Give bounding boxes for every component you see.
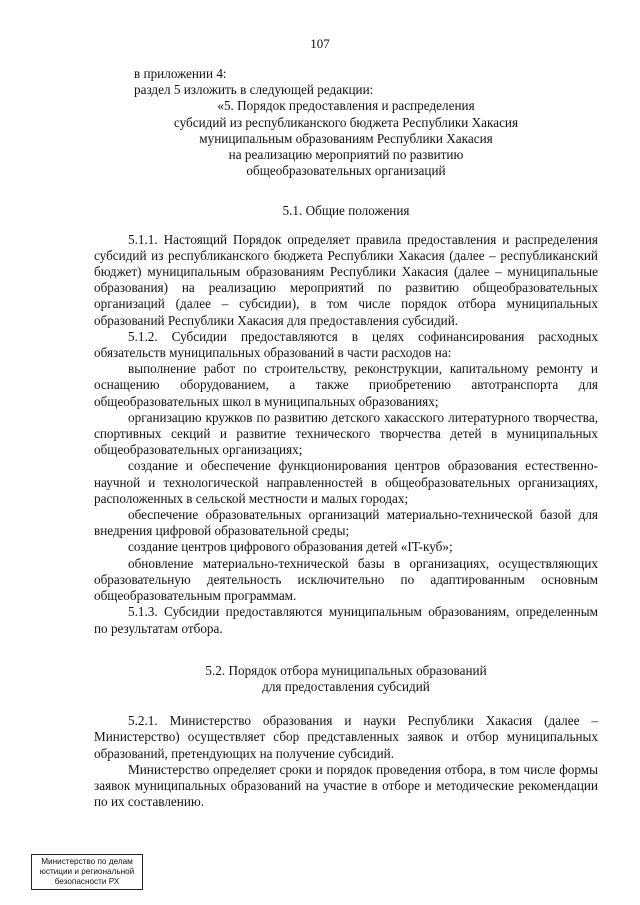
registration-stamp	[31, 854, 143, 890]
document-body	[94, 66, 598, 810]
paragraph: 5.1.3. Субсидии предоставляются муниципальным образованиям, определенным по результатам отбора.	[94, 604, 598, 636]
page-number: 107	[310, 36, 330, 51]
paragraph: выполнение работ по строительству, реконструкции, капитальному ремонту и оснащению оборудованием, а также приобретению автотранспорта для общеобразовательных школ в муниципальных образованиях;	[94, 361, 598, 409]
title-line: на реализацию мероприятий по развитию	[228, 147, 464, 163]
intro-line-1: в приложении 4:	[134, 66, 227, 81]
title-line: субсидий из республиканского бюджета Республики Хакасия	[173, 114, 519, 130]
title-line: общеобразовательных организаций	[246, 163, 446, 179]
document-title	[94, 98, 598, 179]
intro-line-2: раздел 5 изложить в следующей редакции:	[134, 82, 374, 98]
stamp-line: безопасности РХ	[54, 877, 120, 886]
paragraph: Министерство определяет сроки и порядок проведения отбора, в том числе формы заявок муниципальных образований на участие в отборе и методические рекомендации по их составлению.	[94, 761, 598, 810]
heading-line: для предоставления субсидий	[262, 678, 430, 694]
section-heading-selection	[94, 663, 598, 695]
paragraph: обновление материально-технической базы в организациях, осуществляющих образовательную деятельность исключительно по адаптированным основным общеобразовательным программам.	[94, 555, 598, 604]
heading-line: 5.2. Порядок отбора муниципальных образований	[205, 662, 487, 678]
paragraph: 5.1.2. Субсидии предоставляются в целях софинансирования расходных обязательств муниципальных образований в части расходов на:	[94, 328, 598, 361]
paragraph: обеспечение образовательных организаций материально-технической базой для внедрения цифровой образовательной среды;	[94, 507, 598, 539]
section-heading-general: 5.1. Общие положения	[282, 203, 410, 219]
paragraph: 5.2.1. Министерство образования и науки Республики Хакасия (далее – Министерство) осуществляет сбор представленных заявок и отбор муниципальных образований, претендующих на получение субсидий.	[94, 713, 598, 761]
stamp-line: Министерство по делам	[41, 857, 133, 866]
paragraph: организацию кружков по развитию детского хакасского литературного творчества, спортивных секций и развитие технического творчества детей в муниципальных общеобразовательных организациях;	[94, 409, 598, 458]
paragraph: 5.1.1. Настоящий Порядок определяет правила предоставления и распределения субсидий из республиканского бюджета Республики Хакасия (далее – республиканский бюджет) муниципальным образованиям Республики Хакасия (далее – муниципальные образования) на реализацию мероприятий по развитию общеобразовательных организаций (далее – субсидии), в том числе порядок отбора муниципальных образований Республики Хакасия для предоставления субсидий.	[94, 231, 598, 328]
stamp-line: юстиции и региональной	[39, 867, 135, 876]
paragraph: создание центров цифрового образования детей «IT-куб»;	[128, 539, 453, 555]
title-line: муниципальным образованиям Республики Хакасия	[199, 130, 493, 146]
paragraph: создание и обеспечение функционирования центров образования естественно-научной и технологической направленностей в общеобразовательных организациях, расположенных в сельской местности и малых городах;	[94, 458, 598, 506]
title-line: «5. Порядок предоставления и распределения	[217, 98, 475, 114]
